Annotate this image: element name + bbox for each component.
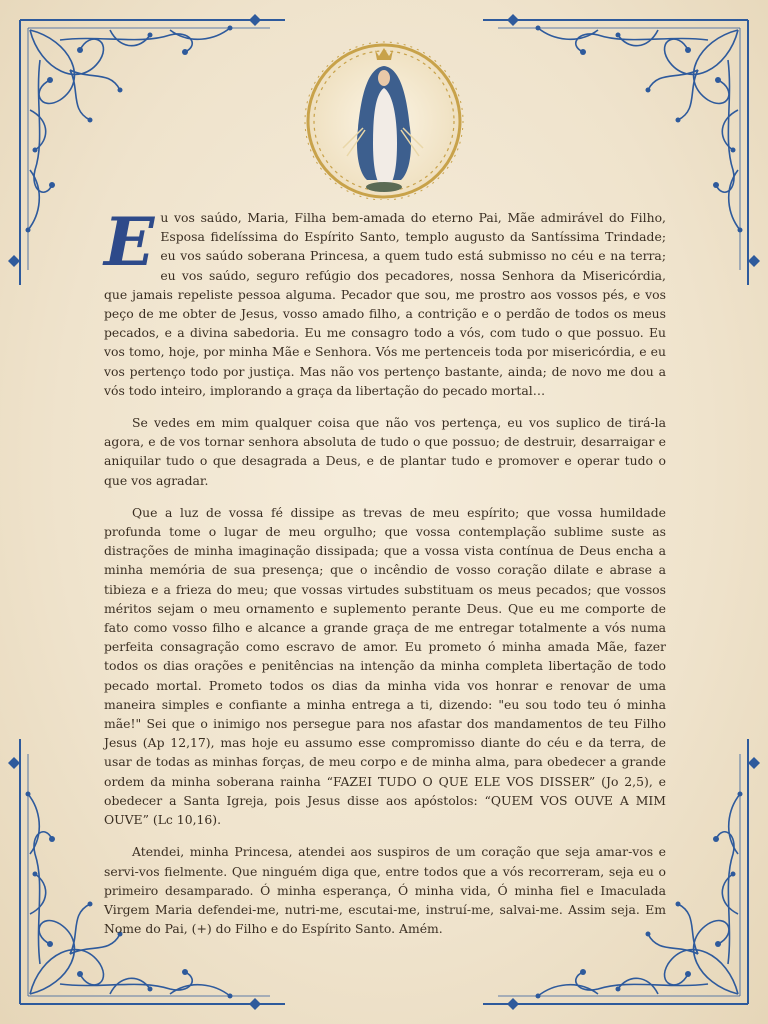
virgin-mary-medallion-icon xyxy=(303,38,465,200)
paragraph-1-text: u vos saúdo, Maria, Filha bem-amada do eterno Pai, Mãe admirável do Filho, Esposa fidelíssima do Espírito Santo, templo augusto da Santíssima Trindade; eu vos saúdo soberana Princesa, a quem tudo está submisso no céu e na terra; eu vos saúdo, seguro refúgio dos pecadores, nossa Senhora da Misericórdia, que jamais repeliste pessoa alguma. Pecador que sou, me prostro aos vossos pés, e vos peço de me obter de Jesus, vosso amado filho, a contrição e o perdão de todos os meus pecados, e a divina sabedoria. Eu me consagro todo a vós, com tudo o que possuo. Eu vos tomo, hoje, por minha Mãe e Senhora. Vós me pertenceis toda por misericórdia, e eu vos pertenço todo por justiça. Mas não vos pertenço bastante, ainda; de novo me dou a vós todo inteiro, implorando a graça da libertação do pecado mortal… xyxy=(104,210,666,398)
prayer-paragraph-4: Atendei, minha Princesa, atendei aos suspiros de um coração que seja amar-vos e servi-vos fielmente. Que ninguém diga que, entre todos que a vós recorreram, seja eu o primeiro desamparado. Ó minha esperança, Ó minha vida, Ó minha fiel e Imaculada Virgem Maria defendei-me, nutri-me, escutai-me, instruí-me, salvai-me. Assim seja. Em Nome do Pai, (+) do Filho e do Espírito Santo. Amém. xyxy=(104,844,666,937)
prayer-text xyxy=(104,203,666,951)
drop-cap: E xyxy=(104,203,155,281)
prayer-paragraph-2: Se vedes em mim qualquer coisa que não vos pertença, eu vos suplico de tirá-la agora, e de vos tornar senhora absoluta de tudo o que possuo; de destruir, desarraigar e aniquilar tudo o que desagrada a Deus, e de plantar tudo e promover e operar tudo o que vos agradar. xyxy=(104,415,666,488)
prayer-paragraph-1 xyxy=(104,203,666,400)
prayer-paragraph-3: Que a luz de vossa fé dissipe as trevas de meu espírito; que vossa humildade profunda tome o lugar de meu orgulho; que vossa contemplação sublime suste as distrações de minha imaginação dissipada; que a vossa vista contínua de Deus encha a minha memória de sua presença; que o incêndio de vosso coração dilate e abrase a tibieza e a frieza do meu; que vossas virtudes substituam os meus pecados; que vossos méritos sejam o meu ornamento e suplemento perante Deus. Que eu me comporte de fato como vosso filho e alcance a grande graça de me entregar totalmente a vós numa perfeita consagração como escravo de amor. Eu prometo ó minha amada Mãe, fazer todos os dias orações e penitências na intenção da minha completa libertação de todo pecado mortal. Prometo todos os dias da minha vida vos honrar e renovar de uma maneira simples e confiante a minha entrega a ti, dizendo: "eu sou todo teu ó minha mãe!" Sei que o inimigo nos persegue para nos afastar dos mandamentos de teu Filho Jesus (Ap 12,17), mas hoje eu assumo esse compromisso diante do céu e da terra, de usar de todas as minhas forças, de meu corpo e de minha alma, para obedecer a grande ordem da minha soberana rainha “FAZEI TUDO O QUE ELE VOS DISSER” (Jo 2,5), e obedecer a Santa Igreja, pois Jesus disse aos apóstolos: “QUEM VOS OUVE A MIM OUVE” (Lc 10,16). xyxy=(104,504,666,828)
